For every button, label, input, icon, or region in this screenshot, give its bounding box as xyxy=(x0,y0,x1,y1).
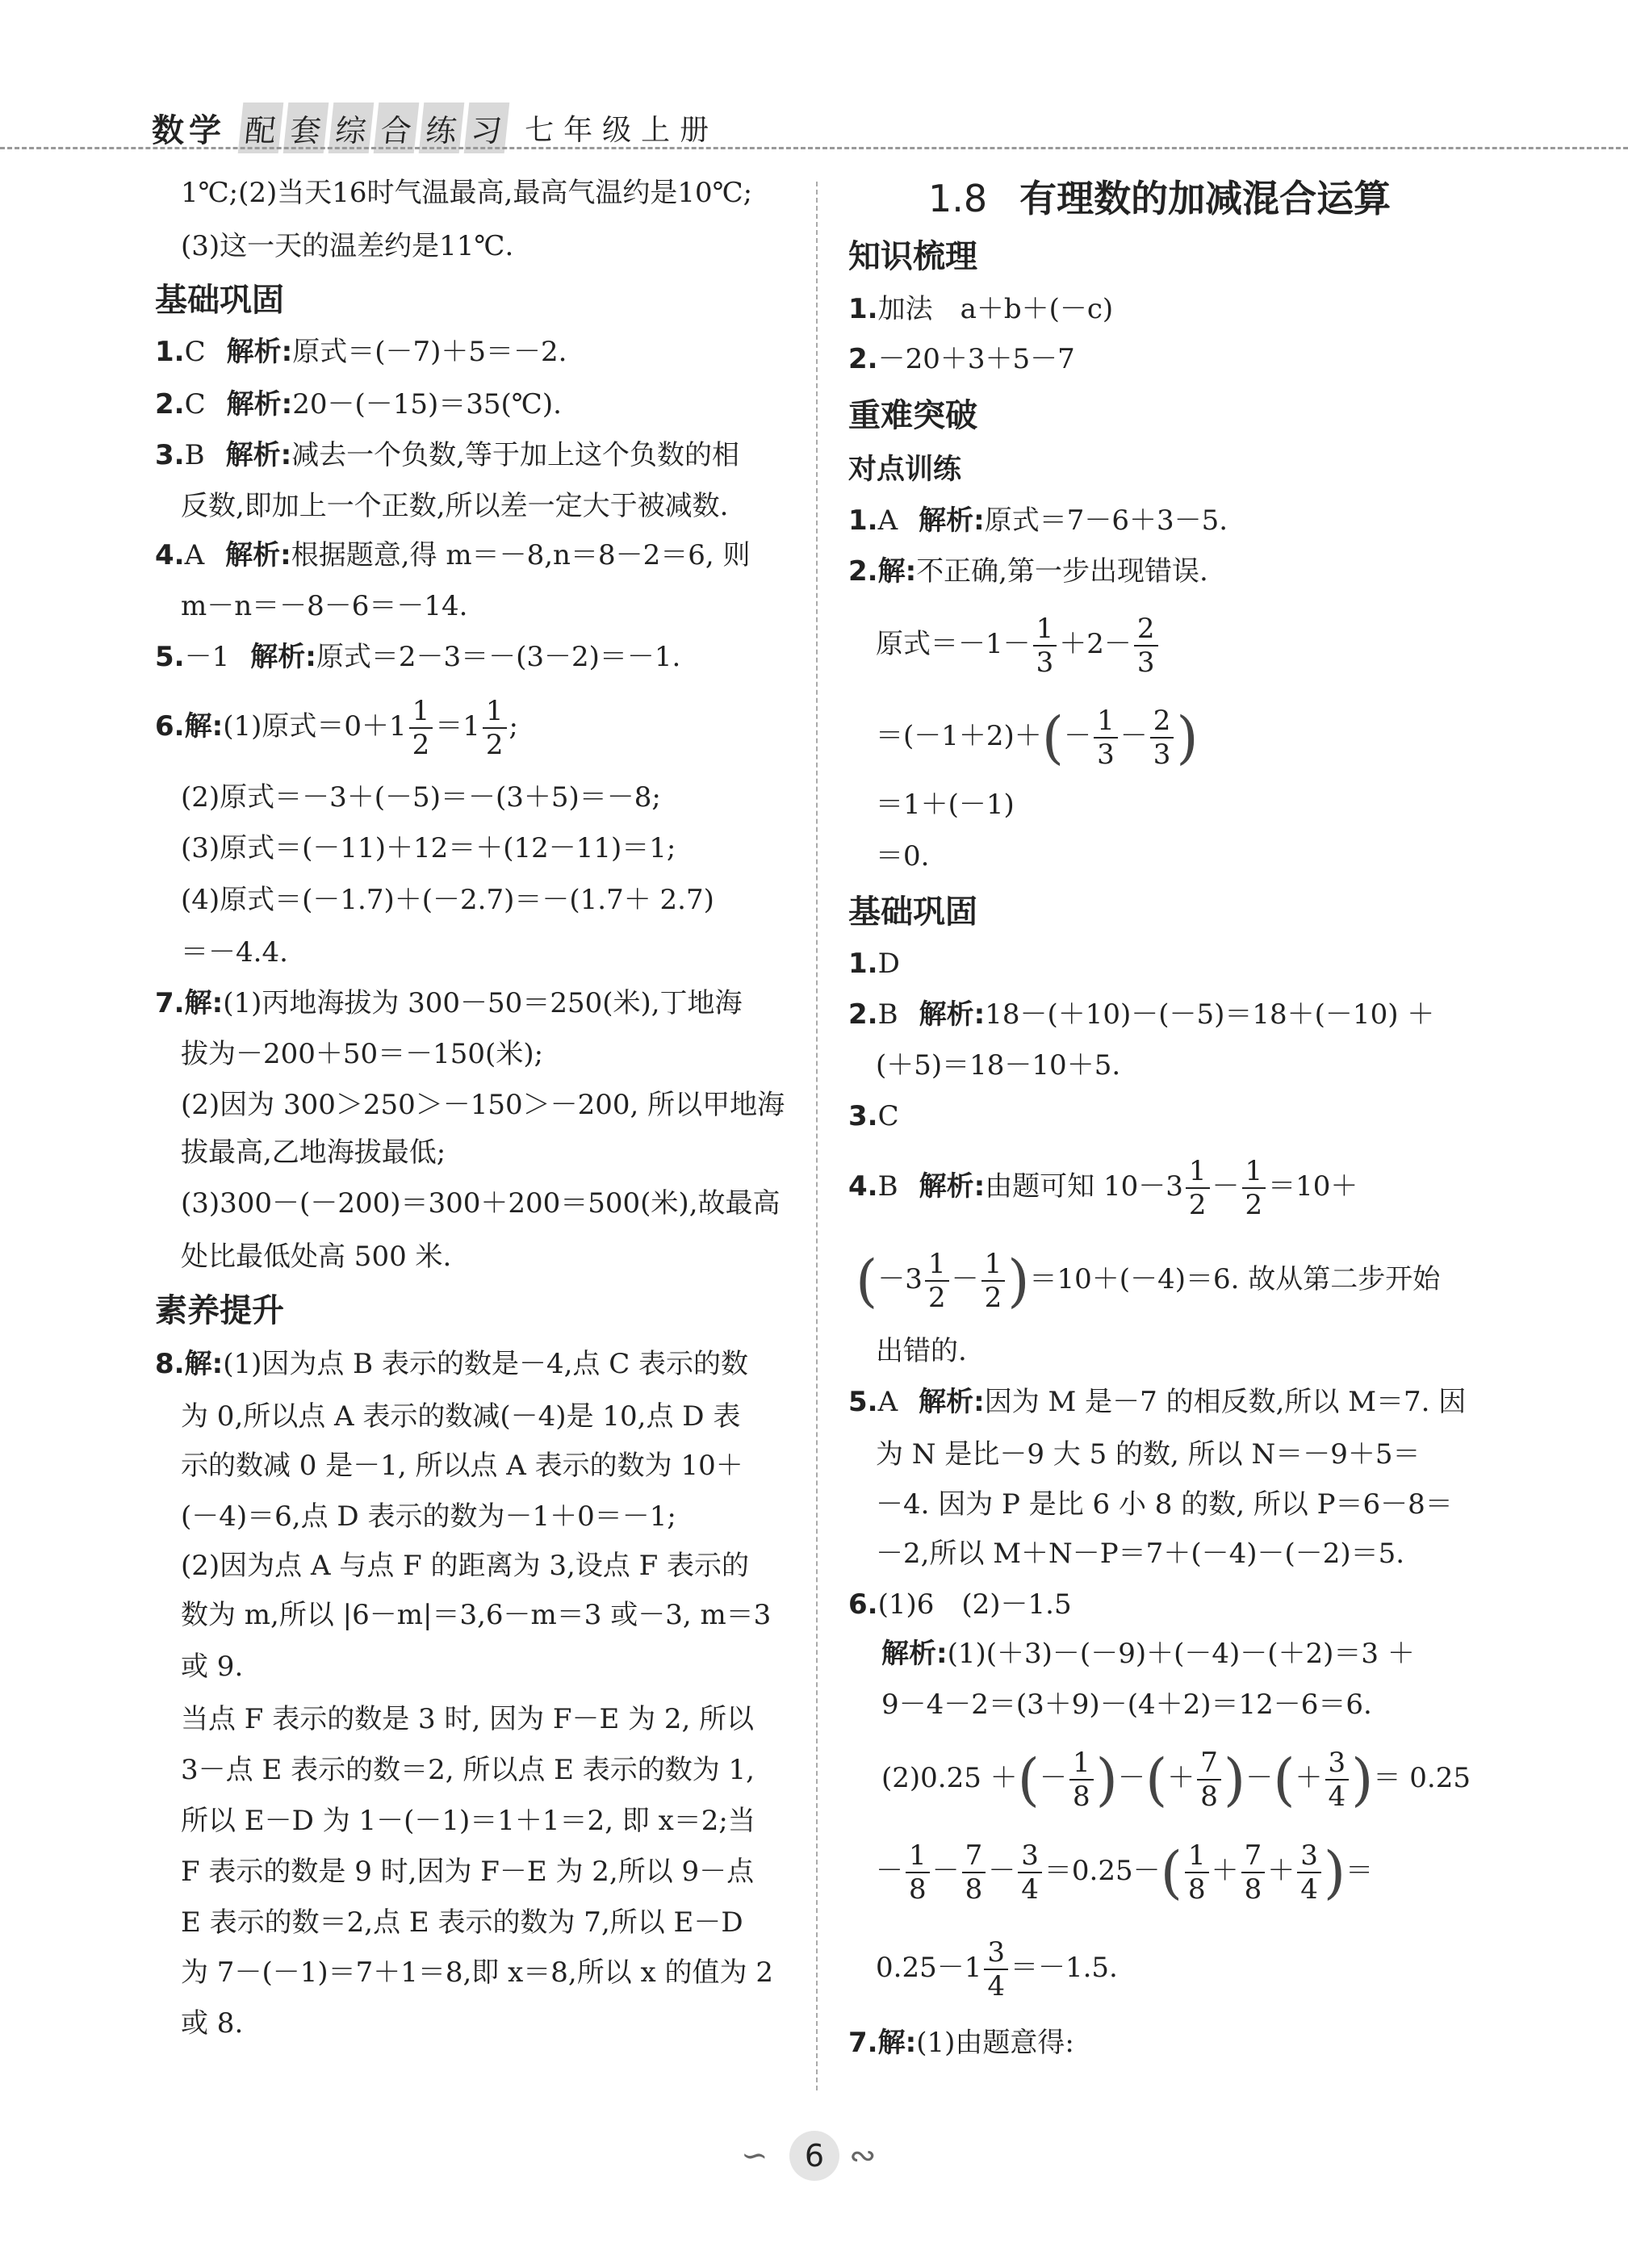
answer-item xyxy=(848,1090,899,1142)
math-line: ＝1＋(－1) xyxy=(876,789,1015,821)
answer-text: (1)6 (2)－1.5 xyxy=(877,1588,1072,1621)
page-number: 6 xyxy=(789,2131,839,2181)
text-line: 示的数减 0 是－1, 所以点 A 表示的数为 10＋ xyxy=(181,1450,743,1482)
section-heading: 基础巩固 xyxy=(848,893,977,931)
text-line: 拔最高,乙地海拔最低; xyxy=(181,1136,446,1169)
series-char: 习 xyxy=(464,103,510,153)
text-line: (3)300－(－200)＝300＋200＝500(米),故最高 xyxy=(181,1187,781,1220)
lesson-number: 1.8 xyxy=(928,177,988,220)
text-line: 所以 E－D 为 1－(－1)＝1＋1＝2, 即 x＝2;当 xyxy=(181,1805,755,1837)
answer-text: －20＋3＋5－7 xyxy=(877,343,1075,375)
analysis-text: 根据题意,得 m＝－8,n＝8－2＝6, 则 xyxy=(291,539,751,571)
answer-choice: A xyxy=(877,1386,898,1418)
item-number: 4. xyxy=(155,539,185,571)
answer-item: 4.B 解析:由题可知 10－3 $\frac{1}{2}$ － $\frac{1}{2}$ ＝10＋ xyxy=(848,1155,1358,1221)
answer-choice: B xyxy=(877,998,898,1031)
text-line: 1℃;(2)当天16时气温最高,最高气温约是10℃; xyxy=(181,177,753,209)
section-heading: 素养提升 xyxy=(155,1292,284,1329)
text-line: m－n＝－8－6＝－14. xyxy=(181,590,468,622)
lesson-title xyxy=(928,173,1391,224)
section-heading: 重难突破 xyxy=(848,397,977,434)
answer-item xyxy=(155,326,567,378)
text-line: －4. 因为 P 是比 6 小 8 的数, 所以 P＝6－8＝ xyxy=(876,1488,1453,1521)
text-line: 为 N 是比－9 大 5 的数, 所以 N＝－9＋5＝ xyxy=(876,1438,1421,1471)
answer-choice: B xyxy=(877,1170,898,1203)
answer-item xyxy=(155,529,750,581)
text-line: 拔为－200＋50＝－150(米); xyxy=(181,1038,544,1070)
answer-item xyxy=(848,938,900,990)
analysis-text: 原式＝7－6＋3－5. xyxy=(984,504,1228,537)
analysis-label: 解析: xyxy=(250,641,316,673)
section-heading: 知识梳理 xyxy=(848,238,977,275)
answer-choice: C xyxy=(184,388,206,421)
text-line: 当点 F 表示的数是 3 时, 因为 F－E 为 2, 所以 xyxy=(181,1703,755,1735)
math-text: ＝1 xyxy=(435,710,480,743)
series-char: 综 xyxy=(329,103,375,153)
answer-choice: C xyxy=(877,1100,899,1132)
answer-item xyxy=(155,977,743,1029)
math-line: ＝0. xyxy=(876,840,930,872)
answer-choice: D xyxy=(877,948,900,980)
fraction: $\frac{1}{2}$ xyxy=(483,695,507,761)
item-number: 7. xyxy=(155,987,185,1019)
text-line: 3－点 E 表示的数＝2, 所以点 E 表示的数为 1, xyxy=(181,1754,755,1786)
subject-label: 数学 xyxy=(152,111,226,149)
solution-label: 解: xyxy=(877,555,917,588)
column-divider xyxy=(816,182,818,2090)
text-line: E 表示的数＝2,点 E 表示的数为 7,所以 E－D xyxy=(181,1906,743,1939)
math-text: ; xyxy=(508,710,519,743)
answer-item xyxy=(155,379,562,430)
item-number: 6. xyxy=(155,710,185,743)
answer-item xyxy=(155,631,680,683)
analysis-label: 解析: xyxy=(225,539,291,571)
text-line: (－4)＝6,点 D 表示的数为－1＋0＝－1; xyxy=(181,1500,676,1533)
answer-choice: －1 xyxy=(184,641,230,673)
series-char: 套 xyxy=(283,103,329,153)
item-number: 4. xyxy=(848,1170,878,1203)
item-number: 2. xyxy=(848,998,878,1031)
analysis-text: 由题可知 10－3 xyxy=(985,1170,1183,1203)
answer-item xyxy=(848,989,1434,1040)
answer-text: 加法 a＋b＋(－c) xyxy=(877,293,1114,325)
lesson-title-text: 有理数的加减混合运算 xyxy=(1019,177,1392,220)
answer-item xyxy=(848,1579,1072,1630)
answer-item xyxy=(155,429,739,481)
math-line: 0.25－1 $\frac{3}{4}$ ＝－1.5. xyxy=(876,1936,1118,2002)
text-line: 或 8. xyxy=(181,2007,244,2040)
wave-ornament-icon: ∾ xyxy=(849,2137,877,2174)
text-line: (2)原式＝－3＋(－5)＝－(3＋5)＝－8; xyxy=(181,781,661,814)
fraction: $\frac{1}{2}$ xyxy=(409,695,433,761)
solution-text: (1)由题意得: xyxy=(916,2027,1074,2059)
answer-item xyxy=(848,495,1228,546)
text-line: F 表示的数是 9 时,因为 F－E 为 2,所以 9－点 xyxy=(181,1856,755,1888)
section-heading: 基础巩固 xyxy=(155,282,284,319)
analysis-text: 因为 M 是－7 的相反数,所以 M＝7. 因 xyxy=(984,1386,1467,1418)
analysis-label: 解析: xyxy=(226,388,293,421)
answer-choice: A xyxy=(184,539,205,571)
item-number: 1. xyxy=(848,948,878,980)
text-line: 出错的. xyxy=(876,1335,967,1367)
analysis-label: 解析: xyxy=(226,336,293,368)
answer-item xyxy=(848,333,1075,385)
item-number: 1. xyxy=(155,336,185,368)
subsection-heading: 对点训练 xyxy=(848,454,962,486)
text-line: (3)原式＝(－11)＋12＝＋(12－11)＝1; xyxy=(181,832,676,864)
item-number: 2. xyxy=(155,388,185,421)
answer-item xyxy=(848,1376,1466,1428)
analysis-label: 解析: xyxy=(919,1170,986,1203)
text-line: 9－4－2＝(3＋9)－(4＋2)＝12－6＝6. xyxy=(881,1688,1372,1721)
solution-text: (1)因为点 B 表示的数是－4,点 C 表示的数 xyxy=(223,1348,749,1380)
text-line: －2,所以 M＋N－P＝7＋(－4)－(－2)＝5. xyxy=(876,1538,1405,1570)
series-char: 合 xyxy=(374,103,420,153)
answer-item xyxy=(155,682,518,771)
solution-text: 不正确,第一步出现错误. xyxy=(916,555,1208,588)
item-number: 5. xyxy=(155,641,185,673)
answer-item xyxy=(155,1338,748,1390)
answer-item xyxy=(848,546,1208,597)
item-number: 3. xyxy=(848,1100,878,1132)
text-line: (＋5)＝18－10＋5. xyxy=(876,1049,1121,1082)
text-line xyxy=(881,1628,1415,1680)
analysis-text: 减去一个负数,等于加上这个负数的相 xyxy=(291,439,739,471)
text-line: 处比最低处高 500 米. xyxy=(181,1241,452,1273)
answer-item xyxy=(848,283,1113,335)
solution-label: 解: xyxy=(184,987,224,1019)
analysis-text: 原式＝2－3＝－(3－2)＝－1. xyxy=(316,641,681,673)
text-line: ＝－4.4. xyxy=(181,936,288,969)
solution-label: 解: xyxy=(184,1348,224,1380)
series-char: 练 xyxy=(419,103,465,153)
item-number: 6. xyxy=(848,1588,878,1621)
text-line: 为 0,所以点 A 表示的数减(－4)是 10,点 D 表 xyxy=(181,1400,741,1433)
analysis-text: (1)(＋3)－(－9)＋(－4)－(＋2)＝3 ＋ xyxy=(947,1638,1415,1670)
math-text: (1)原式＝0＋1 xyxy=(223,710,407,743)
analysis-text: 20－(－15)＝35(℃). xyxy=(292,388,562,421)
solution-text: (1)丙地海拔为 300－50＝250(米),丁地海 xyxy=(223,987,743,1019)
series-char: 配 xyxy=(238,103,284,153)
answer-choice: B xyxy=(184,439,205,471)
analysis-label: 解析: xyxy=(919,998,986,1031)
text-line: (4)原式＝(－1.7)＋(－2.7)＝－(1.7＋ 2.7) xyxy=(181,884,714,916)
answer-choice: A xyxy=(877,504,898,537)
item-number: 2. xyxy=(848,555,878,588)
text-line: 数为 m,所以 |6－m|＝3,6－m＝3 或－3, m＝3 xyxy=(181,1599,772,1631)
item-number: 3. xyxy=(155,439,185,471)
item-number: 1. xyxy=(848,293,878,325)
solution-label: 解: xyxy=(184,710,224,743)
analysis-text: 18－(＋10)－(－5)＝18＋(－10) ＋ xyxy=(985,998,1435,1031)
item-number: 1. xyxy=(848,504,878,537)
item-number: 8. xyxy=(155,1348,185,1380)
math-line: ＝(－1＋2)＋(－ $\frac{1}{3}$ － $\frac{2}{3}$ ) xyxy=(876,705,1199,771)
math-line: － $\frac{1}{8}$ － $\frac{7}{8}$ － $\frac{3}{4}$ ＝0.25－( $\frac{1}{8}$ ＋ $\frac{7}{8}$ ＋ $\frac{3}{4}$ )＝ xyxy=(876,1839,1374,1906)
text-line: 反数,即加上一个正数,所以差一定大于被减数. xyxy=(181,490,729,522)
text-line: (2)因为 300＞250＞－150＞－200, 所以甲地海 xyxy=(181,1089,785,1121)
analysis-label: 解析: xyxy=(919,504,985,537)
grade-label: 七年级上册 xyxy=(525,113,719,147)
header-divider xyxy=(0,147,1628,149)
item-number: 7. xyxy=(848,2027,878,2059)
wave-ornament-icon: ∽ xyxy=(741,2137,768,2174)
analysis-text: 原式＝(－7)＋5＝－2. xyxy=(292,336,567,368)
item-number: 2. xyxy=(848,343,878,375)
page-header xyxy=(152,103,718,152)
math-line: (－3 $\frac{1}{2}$ － $\frac{1}{2}$ )＝10＋(－4)＝6. 故从第二步开始 xyxy=(856,1248,1441,1314)
analysis-label: 解析: xyxy=(881,1638,948,1670)
answer-choice: C xyxy=(184,336,206,368)
text-line: 或 9. xyxy=(181,1651,244,1683)
text-line: 为 7－(－1)＝7＋1＝8,即 x＝8,所以 x 的值为 2 xyxy=(181,1956,773,1989)
item-number: 5. xyxy=(848,1386,878,1418)
text-line: (3)这一天的温差约是11℃. xyxy=(181,230,514,262)
analysis-label: 解析: xyxy=(919,1386,985,1418)
analysis-label: 解析: xyxy=(225,439,292,471)
math-line: 原式＝－1－ $\frac{1}{3}$ ＋2－ $\frac{2}{3}$ xyxy=(876,600,1161,688)
text-line: (2)因为点 A 与点 F 的距离为 3,设点 F 表示的 xyxy=(181,1550,749,1582)
math-line: (2)0.25 ＋(－ $\frac{1}{8}$ )－(＋ $\frac{7}{8}$ )－(＋ $\frac{3}{4}$ )＝ 0.25 xyxy=(881,1747,1471,1813)
solution-label: 解: xyxy=(877,2027,917,2059)
answer-item xyxy=(848,2017,1074,2069)
